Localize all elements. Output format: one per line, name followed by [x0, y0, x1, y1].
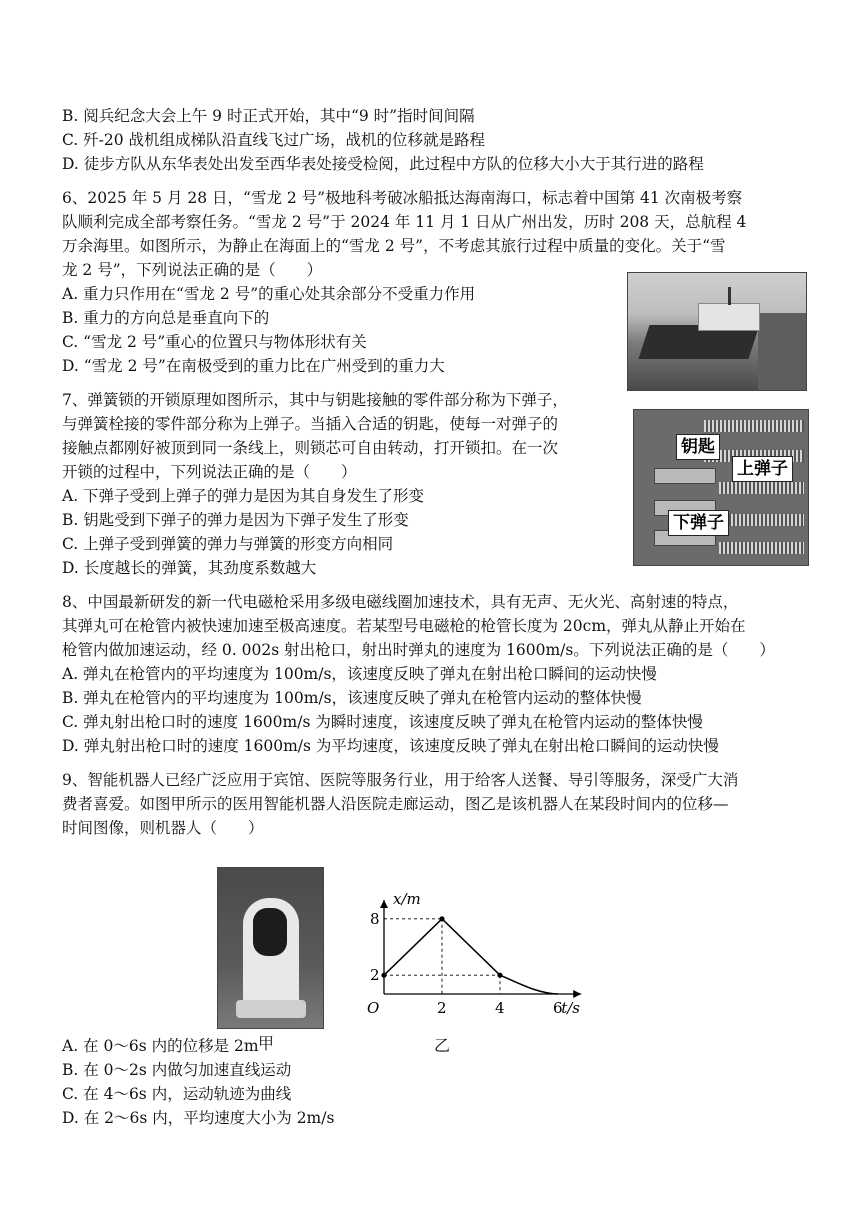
- q6-option-c: C. “雪龙 2 号”重心的位置只与物体形状有关: [62, 333, 367, 351]
- q6-option-a: A. 重力只作用在“雪龙 2 号”的重心处其余部分不受重力作用: [62, 285, 476, 303]
- q7-option-b: B. 钥匙受到下弹子的弹力是因为下弹子发生了形变: [62, 511, 409, 529]
- y-tick-label: 2: [370, 966, 380, 985]
- q6-stem-line: 万余海里。如图所示，为静止在海面上的“雪龙 2 号”，不考虑其旅行过程中质量的变化。关于“雪: [62, 237, 726, 255]
- origin-label: O: [367, 999, 380, 1017]
- x-tick-label: 6: [553, 999, 563, 1017]
- series-line-curve: [500, 975, 558, 994]
- y-tick-label: 8: [370, 909, 380, 928]
- q8-stem-line: 8、中国最新研发的新一代电磁枪采用多级电磁线圈加速技术，具有无声、无火光、高射速的特点，: [62, 593, 739, 611]
- lock-photo: [633, 409, 809, 566]
- q9-option-a: A. 在 0～6s 内的位移是 2m: [62, 1037, 259, 1055]
- q8-option-d: D. 弹丸射出枪口时的速度 1600m/s 为平均速度，该速度反映了弹丸在射出枪口瞬间的运动快慢: [62, 737, 719, 755]
- graph-labels: [367, 890, 580, 1017]
- spring-shape: [719, 514, 804, 526]
- robot-base-shape: [236, 1000, 306, 1018]
- x-axis-arrow: [573, 990, 581, 998]
- lower-pin-label: 下弹子: [668, 510, 729, 536]
- q6-stem-line: 队顺利完成全部考察任务。“雪龙 2 号”于 2024 年 11 月 1 日从广州出发，历时 208 天，总航程 4: [62, 213, 747, 231]
- q7-option-d: D. 长度越长的弹簧，其劲度系数越大: [62, 559, 317, 577]
- x-tick-label: 4: [495, 999, 505, 1017]
- q9-option-d: D. 在 2～6s 内，平均速度大小为 2m/s: [62, 1109, 335, 1127]
- spring-shape: [719, 542, 804, 554]
- question-8: [62, 590, 814, 758]
- q9-stem-line: 时间图像，则机器人（ ）: [62, 819, 264, 837]
- q9-stem-line: 9、智能机器人已经广泛应用于宾馆、医院等服务行业，用于给客人送餐、导引等服务，深受广大消: [62, 771, 739, 789]
- robot-face-shape: [253, 908, 287, 956]
- q7-stem-line: 接触点都刚好被顶到同一条线上，则锁芯可自由转动，打开锁扣。在一次: [62, 439, 559, 457]
- data-point: [439, 916, 444, 921]
- ship-photo: [627, 272, 807, 391]
- figure-caption-right: 乙: [434, 1036, 451, 1055]
- q6-stem-line: 龙 2 号”，下列说法正确的是（ ）: [62, 261, 323, 279]
- q6-stem-line: 6、2025 年 5 月 28 日，“雪龙 2 号”极地科考破冰船抵达海南海口，标志着中国第 41 次南极考察: [62, 189, 743, 207]
- dock-shape: [758, 313, 806, 390]
- spring-shape: [719, 482, 804, 494]
- q9-stem-line: 费者喜爱。如图甲所示的医用智能机器人沿医院走廊运动，图乙是该机器人在某段时间内的位移—: [62, 795, 729, 813]
- q9-option-c: C. 在 4～6s 内，运动轨迹为曲线: [62, 1085, 292, 1103]
- q8-stem-line: 其弹丸可在枪管内被快速加速至极高速度。若某型号电磁枪的枪管长度为 20cm，弹丸从静止开始在: [62, 617, 746, 635]
- q8-option-b: B. 弹丸在枪管内的平均速度为 100m/s，该速度反映了弹丸在枪管内运动的整体快慢: [62, 689, 642, 707]
- exam-page: [62, 104, 814, 1130]
- q7-stem-line: 开锁的过程中，下列说法正确的是（ ）: [62, 463, 357, 481]
- data-point: [381, 973, 386, 978]
- q7-option-c: C. 上弹子受到弹簧的弹力与弹簧的形变方向相同: [62, 535, 394, 553]
- q7-stem-line: 与弹簧栓接的零件部分称为上弹子。当插入合适的钥匙，使每一对弹子的: [62, 415, 559, 433]
- ship-cabin-shape: [698, 303, 760, 331]
- y-axis-arrow: [380, 900, 388, 908]
- graph-series: [381, 916, 558, 994]
- q5-option-d: D. 徒步方队从东华表处出发至西华表处接受检阅，此过程中方队的位移大小大于其行进的路程: [62, 155, 704, 173]
- q7-option-a: A. 下弹子受到上弹子的弹力是因为其自身发生了形变: [62, 487, 425, 505]
- q8-option-a: A. 弹丸在枪管内的平均速度为 100m/s，该速度反映了弹丸在射出枪口瞬间的运动快慢: [62, 665, 657, 683]
- q7-stem-line: 7、弹簧锁的开锁原理如图所示，其中与钥匙接触的零件部分称为下弹子，: [62, 391, 568, 409]
- position-time-graph: [334, 862, 584, 1028]
- question-5-options: [62, 104, 814, 176]
- q6-option-d: D. “雪龙 2 号”在南极受到的重力比在广州受到的重力大: [62, 357, 445, 375]
- pin-shape: [654, 468, 716, 484]
- q8-stem-line: 枪管内做加速运动，经 0. 002s 射出枪口，射出时弹丸的速度为 1600m/s。下列说法正确的是（ ）: [62, 641, 775, 659]
- q6-option-b: B. 重力的方向总是垂直向下的: [62, 309, 270, 327]
- q5-option-b: B. 阅兵纪念大会上午 9 时正式开始，其中“9 时”指时间间隔: [62, 107, 475, 125]
- graph-guides: [384, 919, 500, 994]
- ship-mast-shape: [728, 287, 731, 305]
- robot-photo: [217, 867, 324, 1029]
- data-point: [497, 973, 502, 978]
- q8-option-c: C. 弹丸射出枪口时的速度 1600m/s 为瞬时速度，该速度反映了弹丸在枪管内运动的整体快慢: [62, 713, 703, 731]
- q9-option-b: B. 在 0～2s 内做匀加速直线运动: [62, 1061, 292, 1079]
- figure-caption-left: 甲: [258, 1034, 275, 1053]
- q5-option-c: C. 歼-20 战机组成梯队沿直线飞过广场，战机的位移就是路程: [62, 131, 486, 149]
- key-label: 钥匙: [676, 434, 720, 460]
- y-axis-label: x/m: [393, 890, 421, 908]
- upper-pin-label: 上弹子: [732, 456, 793, 482]
- x-tick-label: 2: [437, 999, 447, 1017]
- spring-shape: [704, 420, 804, 432]
- x-axis-label: t/s: [561, 999, 580, 1017]
